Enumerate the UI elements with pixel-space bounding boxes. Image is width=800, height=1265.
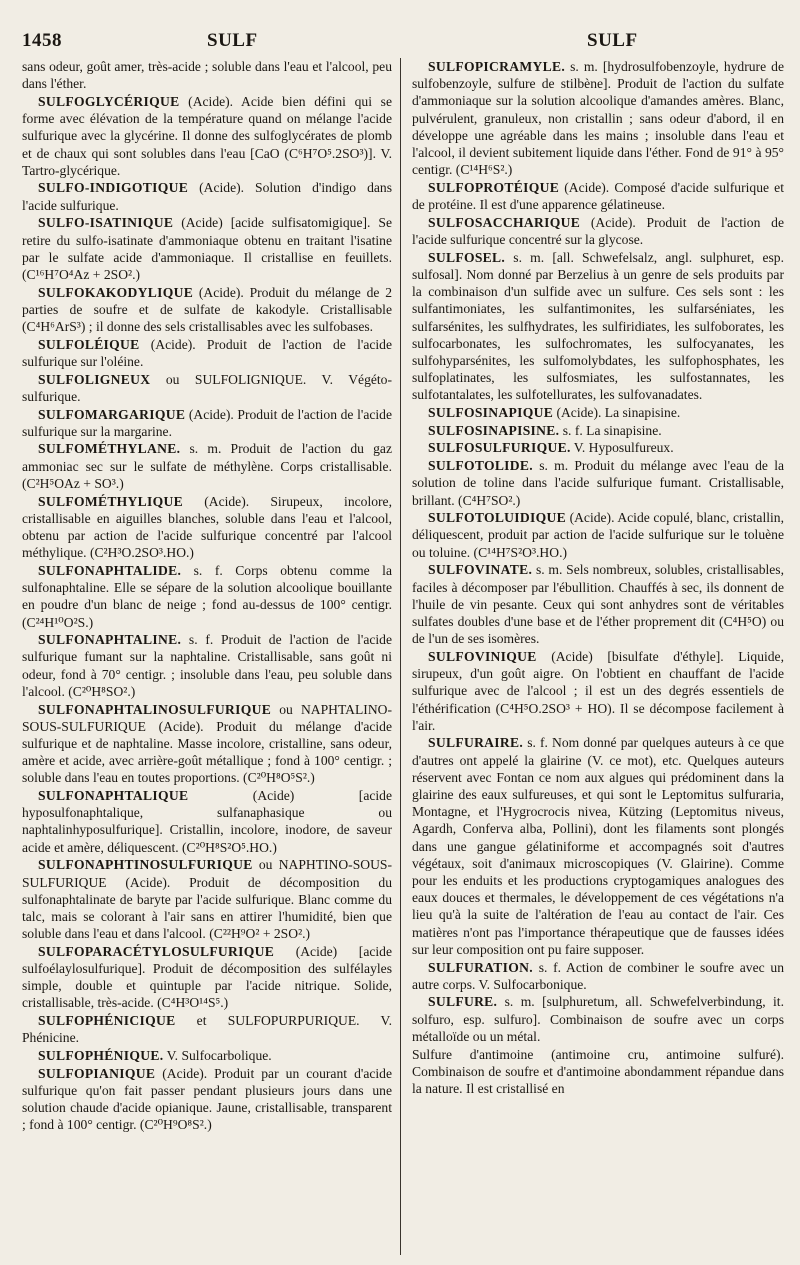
entry-headword: SULFOMARGARIQUE [38, 406, 186, 422]
entry-headword: SULFOSINAPIQUE [428, 405, 554, 421]
entry-headword: SULFURE. [428, 994, 498, 1010]
entry-text: (Acide). Produit de l'action de l'acide sulfurique sur la margarine. [22, 406, 392, 439]
entry-text: (Acide) [acide hyposulfonaphtalique, sulfanaphasique ou naphtalinhyposulfurique]. Cristallin, incolore, inodore, de saveur acide et amère, déliquescent. (C²⁰H⁸S²O⁵.HO.) [22, 788, 392, 855]
entry-headword: SULFOSULFURIQUE. [428, 440, 571, 456]
entry-headword: SULFOTOLUIDIQUE [428, 510, 566, 526]
dictionary-entry [412, 58, 784, 178]
dictionary-entry [412, 179, 784, 213]
entry-headword: SULFOLIGNEUX [38, 371, 151, 387]
entry-headword: SULFO-ISATINIQUE [38, 215, 174, 231]
entry-text: (Acide). Produit par un courant d'acide sulfurique qu'on fait passer pendant plusieurs jours dans une solution chaude d'acide opianique. Jaune, cristallisable, transparent ; fond à 100° centigr. (C²⁰H⁹O⁸S².) [22, 1065, 392, 1133]
entry-text: (Acide). Acide copulé, blanc, cristallin, déliquescent, produit par action de l'acide sulfurique sur le toluène ou toluine. (C¹⁴H⁷S²O³.HO.) [412, 510, 784, 560]
entry-headword: SULFOKAKODYLIQUE [38, 284, 194, 300]
entry-text: Sulfure d'antimoine (antimoine cru, antimoine sulfuré). Combinaison de soufre et d'antimoine abondamment répandue dans la nature. Il est cristallisé en [412, 1046, 784, 1096]
entry-text: (Acide). Solution d'indigo dans l'acide sulfurique. [22, 180, 392, 213]
column-divider [400, 58, 401, 1255]
entry-text: ou NAPHTINO-SOUS-SULFURIQUE (Acide). Produit de décomposition du sulfonaphtalinate de baryte par l'acide sulfurique. Blanc comme du talc, mais se colorant à l'air sans en attirer l'humidité, bien que soluble dans l'eau et dans l'alcool. (C²²H⁹O² + 2SO².) [22, 857, 392, 942]
dictionary-entry [412, 249, 784, 404]
entry-headword: SULFONAPHTINOSULFURIQUE [38, 857, 253, 873]
entry-text: s. f. Action de combiner le soufre avec un autre corps. V. Sulfocarbonique. [412, 959, 784, 992]
dictionary-entry [22, 284, 392, 336]
dictionary-entry [22, 1047, 392, 1064]
dictionary-entry [22, 93, 392, 179]
dictionary-entry [22, 336, 392, 370]
dictionary-entry [22, 440, 392, 492]
dictionary-entry [22, 701, 392, 787]
entry-headword: SULFONAPHTALIDE. [38, 562, 182, 578]
entry-text: s. f. Nom donné par quelques auteurs à ce que d'autres ont appelé la glairine (V. ce mot), etc. Quelques auteurs réservent avec Fontan ce nom aux algues qui prédominent dans la glairine des eaux sulfureuses, et qui sont le Leptomitus sulfuraria, Montagne, et l'Hygrocrocis nivea, Kützing (Leptomitus niveus, Agardh, Conferva alba, Pollini), dont les filaments sont plongés dans une gangue gélatiniforme et accompagnés soit d'autres végétaux, soit d'animaux microscopiques (V. Glairine). Comme pour les enduits et les productions cryptogamiques analogues des eaux douces et thermales, le développement de ces végétations n'a lieu qu'à la suite de l'altération de l'eau au contact de l'air. Ces matières n'ont pas l'importance thérapeutique que de fausses idées sur leur composition ont pu faire supposer. [412, 735, 784, 957]
entry-headword: SULFONAPHTALIQUE [38, 788, 189, 804]
entry-headword: SULFOTOLIDE. [428, 458, 533, 474]
dictionary-entry [22, 631, 392, 700]
dictionary-entry [22, 214, 392, 283]
dictionary-entry [412, 959, 784, 993]
running-header [22, 26, 782, 60]
dictionary-entry [22, 943, 392, 1012]
dictionary-entry [412, 993, 784, 1045]
entry-text: s. m. [sulphuretum, all. Schwefelverbindung, it. solfuro, esp. sulfuro]. Combinaison de soufre avec un corps métalloïde ou un métal. [412, 994, 784, 1044]
dictionary-entry [22, 1012, 392, 1046]
entry-headword: SULFOVINATE. [428, 562, 533, 578]
dictionary-entry [412, 422, 784, 439]
entry-text: s. m. [hydrosulfobenzoyle, hydrure de sulfobenzoyle, sulfure de stilbène]. Produit de l'action du sulfate d'ammoniaque sur la solution alcoolique d'amandes amères. Blanc, pulvérulent, granuleux, non cristallin ; sans odeur d'abord, il en développe une agréable dans les mains ; insoluble dans l'eau et l'alcool, il devient subitement liquide dans l'éther. Fond de 91° à 95° centigr. (C¹⁴H⁶S².) [412, 59, 784, 178]
entry-text: ou SULFOLIGNIQUE. V. Végéto-sulfurique. [22, 371, 392, 404]
page-number: 1458 [22, 30, 62, 51]
entry-headword: SULFOPROTÉIQUE [428, 179, 560, 195]
dictionary-entry [412, 214, 784, 248]
entry-text: s. f. La sinapisine. [559, 422, 662, 438]
entry-text: (Acide). Produit de l'action de l'acide sulfurique concentré sur la glycose. [412, 214, 784, 248]
entry-text: (Acide). Composé d'acide sulfurique et de protéine. Il est d'une apparence gélatineuse. [412, 179, 784, 213]
dictionary-entry [22, 1065, 392, 1134]
entry-text: s. f. Corps obtenu comme la sulfonaphtaline. Elle se sépare de la solution alcoolique bouillante en poudre d'un blanc de neige ; fond au-dessus de 100° centigr. (C²⁴H¹⁰O²S.) [22, 562, 392, 630]
dictionary-entry [22, 179, 392, 213]
dictionary-entry [22, 562, 392, 631]
left-guide-word: SULF [207, 30, 258, 51]
dictionary-entry [22, 493, 392, 562]
entry-headword: SULFOPHÉNIQUE. [38, 1048, 164, 1064]
entry-text: s. m. Sels nombreux, solubles, cristallisables, faciles à décomposer par l'ébullition. Chauffés à sec, ils donnent de l'huile de vin pesante. Ceux qui sont anhydres sont de véritables sulfates doubles d'une base et de l'éther proprement dit (C⁴H⁵O) ou de l'un de ses isomères. [412, 562, 784, 647]
entry-headword: SULFOPARACÉTYLOSULFURIQUE [38, 943, 275, 959]
entry-text: (Acide). Sirupeux, incolore, cristallisable en aiguilles blanches, soluble dans l'eau et l'alcool, obtenu par action de l'acide sulfurique concentré par l'alcool méthylique. (C²H³O.2SO³.HO.) [22, 493, 392, 561]
dictionary-entry [22, 58, 392, 92]
dictionary-entry [412, 648, 784, 734]
dictionary-entry [412, 734, 784, 958]
entry-text: s. m. Produit du mélange avec l'eau de la solution de toline dans l'acide sulfurique fumant. Cristallisable, brillant. (C⁴H⁷SO².) [412, 458, 784, 508]
dictionary-entry [412, 457, 784, 509]
dictionary-entry [412, 404, 784, 421]
entry-headword: SULFOMÉTHYLANE. [38, 441, 181, 457]
entry-text: (Acide). La sinapisine. [553, 405, 681, 421]
entry-headword: SULFOSEL. [428, 249, 506, 265]
right-column [412, 58, 784, 1098]
dictionary-entry [412, 439, 784, 456]
entry-headword: SULFOLÉIQUE [38, 336, 140, 352]
entry-text: V. Hyposulfureux. [570, 440, 674, 456]
entry-text: s. m. Produit de l'action du gaz ammoniac sec sur le sulfate de méthylène. Corps cristallisable. (C²H⁵OAz + SO³.) [22, 441, 392, 491]
entry-text: (Acide) [acide sulfoélaylosulfurique]. Produit de décomposition des sulfélayles simple, double et quintuple par l'acide nitrique. Solide, cristallisable, très-acide. (C⁴H³O¹⁴S⁵.) [22, 943, 392, 1011]
dictionary-entry [22, 856, 392, 942]
entry-text: sans odeur, goût amer, très-acide ; soluble dans l'eau et l'alcool, peu dans l'éther. [22, 59, 392, 92]
entry-headword: SULFOPICRAMYLE. [428, 59, 566, 74]
entry-text: (Acide). Produit de l'action de l'acide sulfurique sur l'oléine. [22, 336, 392, 369]
entry-text: ou NAPHTALINO-SOUS-SULFURIQUE (Acide). Produit du mélange d'acide sulfurique et de naphtaline. Masse incolore, cristalline, sans odeur, amère et acide, avec arrière-goût métallique ; fond à 100° centigr. ; soluble dans l'eau en toutes proportions. (C²⁰H⁸O⁵S².) [22, 701, 392, 786]
entry-text: et SULFOPURPURIQUE. V. Phénicine. [22, 1013, 392, 1046]
dictionary-entry [412, 1046, 784, 1098]
entry-headword: SULFOMÉTHYLIQUE [38, 493, 183, 509]
dictionary-entry [412, 561, 784, 647]
entry-headword: SULFURAIRE. [428, 735, 524, 751]
entry-text: (Acide). Acide bien défini qui se forme avec élévation de la température quand on mélange l'acide sulfurique avec la glycérine. Il donne des sulfoglycérates de plomb et de chaux qui sont solubles dans l'eau [CaO (C⁶H⁷O⁵.2SO³)]. V. Tartro-glycérique. [22, 93, 392, 178]
entry-headword: SULFOGLYCÉRIQUE [38, 93, 180, 109]
entry-text: (Acide) [bisulfate d'éthyle]. Liquide, sirupeux, d'un goût aigre. On l'obtient en chauffant de l'acide sulfurique avec de l'alcool ; il est un des degrés essentiels de l'éthérification (C⁴H⁵O.2SO³ + HO). Il se décompose facilement à l'air. [412, 648, 784, 733]
entry-headword: SULFONAPHTALINE. [38, 632, 182, 648]
right-guide-word: SULF [587, 30, 638, 51]
entry-headword: SULFOPIANIQUE [38, 1065, 156, 1081]
entry-text: s. f. Produit de l'action de l'acide sulfurique fumant sur la naphtaline. Cristallisable, sans goût ni odeur, fond à 70° centigr. ; insoluble dans l'eau, peu soluble dans l'alcool. (C²⁰H⁸SO².) [22, 632, 392, 699]
entry-text: (Acide). Produit du mélange de 2 parties de soufre et de sulfate de kakodyle. Cristallisable (C⁴H⁶ArS³) ; il donne des sels cristallisables avec les sulfobases. [22, 284, 392, 335]
entry-headword: SULFO-INDIGOTIQUE [38, 180, 189, 196]
entry-text: V. Sulfocarbolique. [163, 1048, 272, 1064]
entry-headword: SULFOSINAPISINE. [428, 422, 560, 438]
entry-text: (Acide) [acide sulfisatomigique]. Se retire du sulfo-isatinate d'ammoniaque obtenu en traitant l'isatine par le sulfate acide d'ammoniaque. Il cristallise en feuillets. (C¹⁶H⁷O⁴Az + 2SO².) [22, 215, 392, 282]
entry-headword: SULFOPHÉNICIQUE [38, 1013, 176, 1029]
dictionary-entry [22, 406, 392, 440]
entry-headword: SULFOSACCHARIQUE [428, 214, 581, 230]
left-column [22, 58, 392, 1134]
entry-headword: SULFURATION. [428, 959, 533, 975]
entry-text: s. m. [all. Schwefelsalz, angl. sulphuret, esp. sulfosal]. Nom donné par Berzelius à un genre de sels produits par la combinaison d'un sulfide avec un sulfure. Ces sels sont : les sulfantimoniates, les sulfantimonites, les sulfarséniates, les sulfarsénites, les sulfhydrates, les sulfiridiates, les sulfoborates, les sulfocarbonates, les sulfochromates, les sulfocyanates, les sulfohyparsénites, les sulfomolybdates, les sulfophosphates, les sulfoplatinates, les sulfosmiates, les sulfostannates, les sulfotantalates, les sulfotellurates, les sulfovanadates. [412, 249, 784, 403]
dictionary-entry [22, 787, 392, 856]
entry-headword: SULFONAPHTALINOSULFURIQUE [38, 701, 272, 717]
dictionary-entry [412, 509, 784, 561]
dictionary-entry [22, 371, 392, 405]
entry-headword: SULFOVINIQUE [428, 648, 537, 664]
